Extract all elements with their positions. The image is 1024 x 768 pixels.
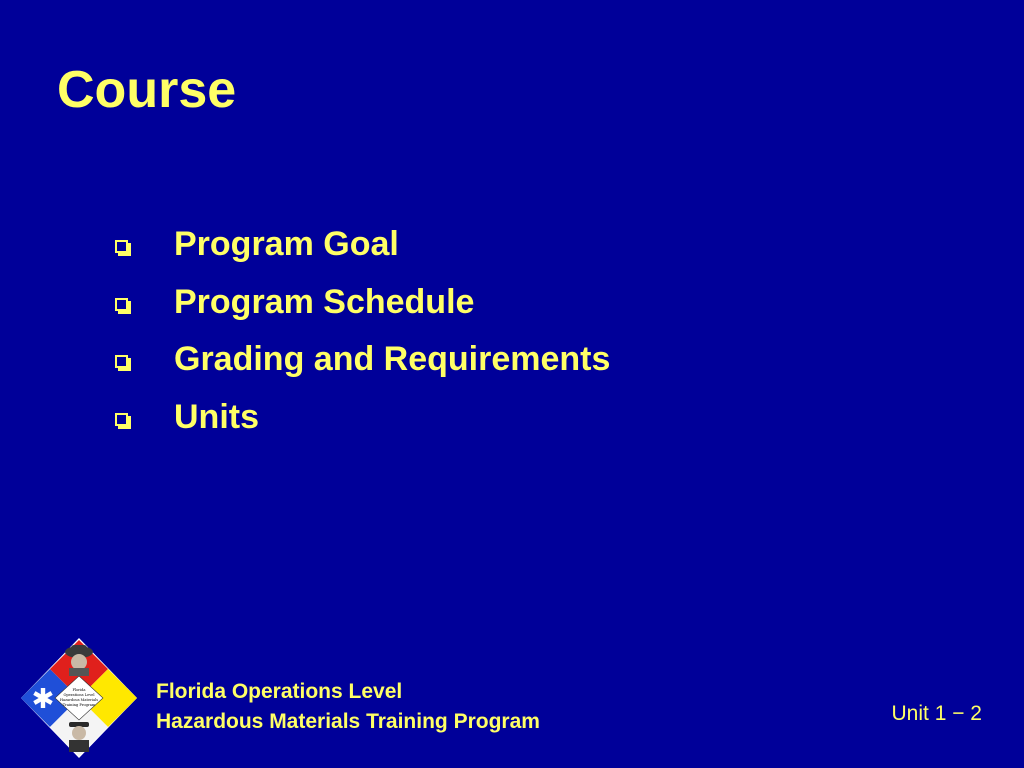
footer-org-line-2: Hazardous Materials Training Program bbox=[156, 710, 540, 733]
bullet-label: Program Goal bbox=[174, 225, 399, 263]
footer-organization bbox=[156, 677, 540, 737]
logo-text-line: Operations Level bbox=[63, 693, 95, 697]
slide-title: Course bbox=[57, 61, 237, 119]
bullet-label: Grading and Requirements bbox=[174, 340, 611, 378]
bullet-label: Units bbox=[174, 397, 259, 436]
hazmat-diamond-logo-icon bbox=[19, 636, 139, 760]
checkbox-bullet-icon bbox=[115, 298, 128, 311]
logo-text-line: Hazardous Materials bbox=[59, 698, 99, 702]
logo-text-line: Training Program bbox=[62, 703, 96, 707]
unit-page-label: Unit 1 − 2 bbox=[891, 702, 982, 725]
bullet-label: Program Schedule bbox=[174, 282, 475, 321]
checkbox-bullet-icon bbox=[115, 355, 128, 368]
checkbox-bullet-icon bbox=[115, 413, 128, 426]
checkbox-bullet-icon bbox=[115, 240, 128, 253]
logo-text-line: Florida bbox=[72, 688, 86, 692]
footer-org-line-1: Florida Operations Level bbox=[156, 680, 403, 703]
